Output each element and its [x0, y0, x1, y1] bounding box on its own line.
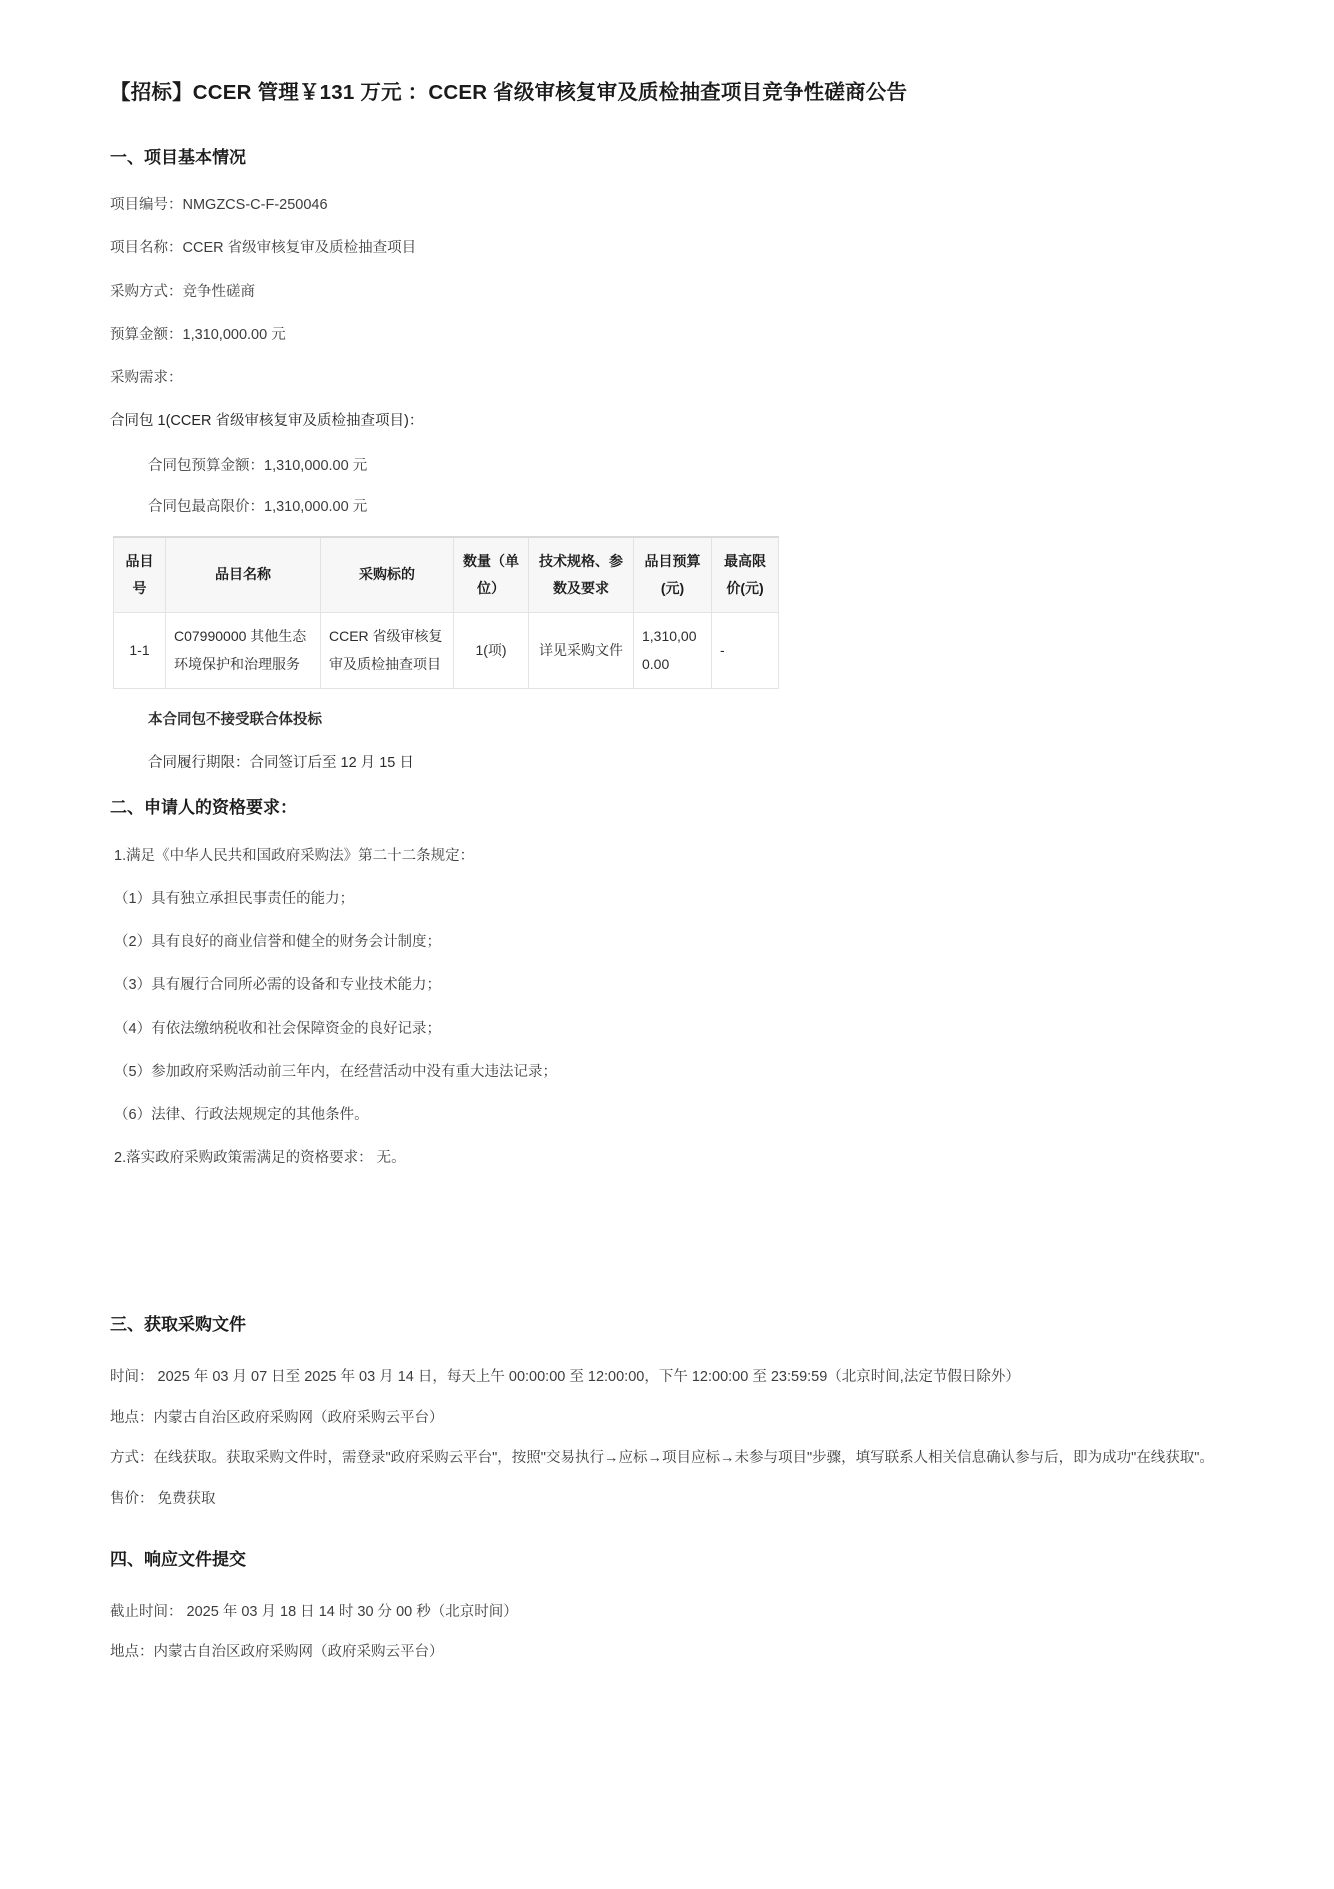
- cell-quantity: 1(项): [454, 613, 529, 689]
- table-header-row: [114, 537, 779, 613]
- package-budget-amount: 合同包预算金额：1,310,000.00 元: [148, 458, 368, 475]
- no-consortium-note: 本合同包不接受联合体投标: [148, 711, 322, 728]
- project-number: 项目编号：NMGZCS-C-F-250046: [110, 197, 328, 214]
- section-2-heading: 二、申请人的资格要求：: [110, 798, 297, 818]
- qualification-sub-item-4: （4）有依法缴纳税收和社会保障资金的良好记录；: [114, 1020, 442, 1037]
- section-3-heading: 三、获取采购文件: [110, 1315, 246, 1335]
- table-header-quantity: 数量（单位）: [454, 537, 529, 613]
- qualification-item-1: 1.满足《中华人民共和国政府采购法》第二十二条规定：: [114, 847, 475, 864]
- procurement-requirement-label: 采购需求：: [110, 370, 183, 386]
- contract-period: 合同履行期限：合同签订后至 12 月 15 日: [148, 755, 414, 772]
- project-name: 项目名称：CCER 省级审核复审及质检抽查项目: [110, 240, 417, 257]
- document-acquisition-place: 地点：内蒙古自治区政府采购网（政府采购云平台）: [110, 1409, 444, 1426]
- qualification-sub-item-2: （2）具有良好的商业信誉和健全的财务会计制度；: [114, 934, 442, 951]
- cell-item-name: C07990000 其他生态环境保护和治理服务: [166, 613, 321, 689]
- cell-budget: 1,310,000.00: [634, 613, 712, 689]
- cell-spec: 详见采购文件: [529, 613, 634, 689]
- qualification-sub-item-3: （3）具有履行合同所必需的设备和专业技术能力；: [114, 977, 442, 994]
- cell-subject: CCER 省级审核复审及质检抽查项目: [321, 613, 454, 689]
- response-place: 地点：内蒙古自治区政府采购网（政府采购云平台）: [110, 1644, 444, 1661]
- table-header-subject: 采购标的: [321, 537, 454, 613]
- section-spacer: [110, 1190, 1224, 1248]
- cell-max-price: -: [712, 613, 779, 689]
- document-acquisition-method: 方式：在线获取。获取采购文件时，需登录"政府采购云平台"，按照"交易执行→应标→项目应标→未参与项目"步骤，填写联系人相关信息确认参与后，即为成功"在线获取"。: [110, 1450, 1214, 1467]
- table-header-item-no: 品目号: [114, 537, 166, 613]
- qualification-item-2: 2.落实政府采购政策需满足的资格要求： 无。: [114, 1150, 406, 1167]
- qualification-sub-item-1: （1）具有独立承担民事责任的能力；: [114, 891, 355, 907]
- page-title: 【招标】CCER 管理￥131 万元 ：CCER 省级审核复审及质检抽查项目竞争性磋商公告: [110, 81, 908, 104]
- table-header-item-name: 品目名称: [166, 537, 321, 613]
- table-header-budget: 品目预算(元): [634, 537, 712, 613]
- table-header-max-price: 最高限价(元): [712, 537, 779, 613]
- response-deadline: 截止时间： 2025 年 03 月 18 日 14 时 30 分 00 秒（北京时间）: [110, 1603, 518, 1620]
- section-1-heading: 一、项目基本情况: [110, 147, 246, 167]
- table-header-spec: 技术规格、参数及要求: [529, 537, 634, 613]
- procurement-items-table: [113, 536, 779, 689]
- document-acquisition-time: 时间： 2025 年 03 月 07 日至 2025 年 03 月 14 日，每天上午 00:00:00 至 12:00:00，下午 12:00:00 至 23:59:59（北京时间,法定节假日除外）: [110, 1368, 1020, 1385]
- package-max-price: 合同包最高限价：1,310,000.00 元: [148, 498, 368, 515]
- qualification-sub-item-6: （6）法律、行政法规规定的其他条件。: [114, 1106, 369, 1123]
- cell-item-no: 1-1: [114, 613, 166, 689]
- section-4-heading: 四、响应文件提交: [110, 1550, 246, 1570]
- document-acquisition-price: 售价： 免费获取: [110, 1491, 216, 1508]
- procurement-method: 采购方式：竞争性磋商: [110, 283, 255, 300]
- table-row: [114, 613, 779, 689]
- budget-amount: 预算金额：1,310,000.00 元: [110, 326, 286, 343]
- contract-package-title: 合同包 1(CCER 省级审核复审及质检抽查项目)：: [110, 413, 424, 430]
- qualification-sub-item-5: （5）参加政府采购活动前三年内，在经营活动中没有重大违法记录；: [114, 1063, 558, 1080]
